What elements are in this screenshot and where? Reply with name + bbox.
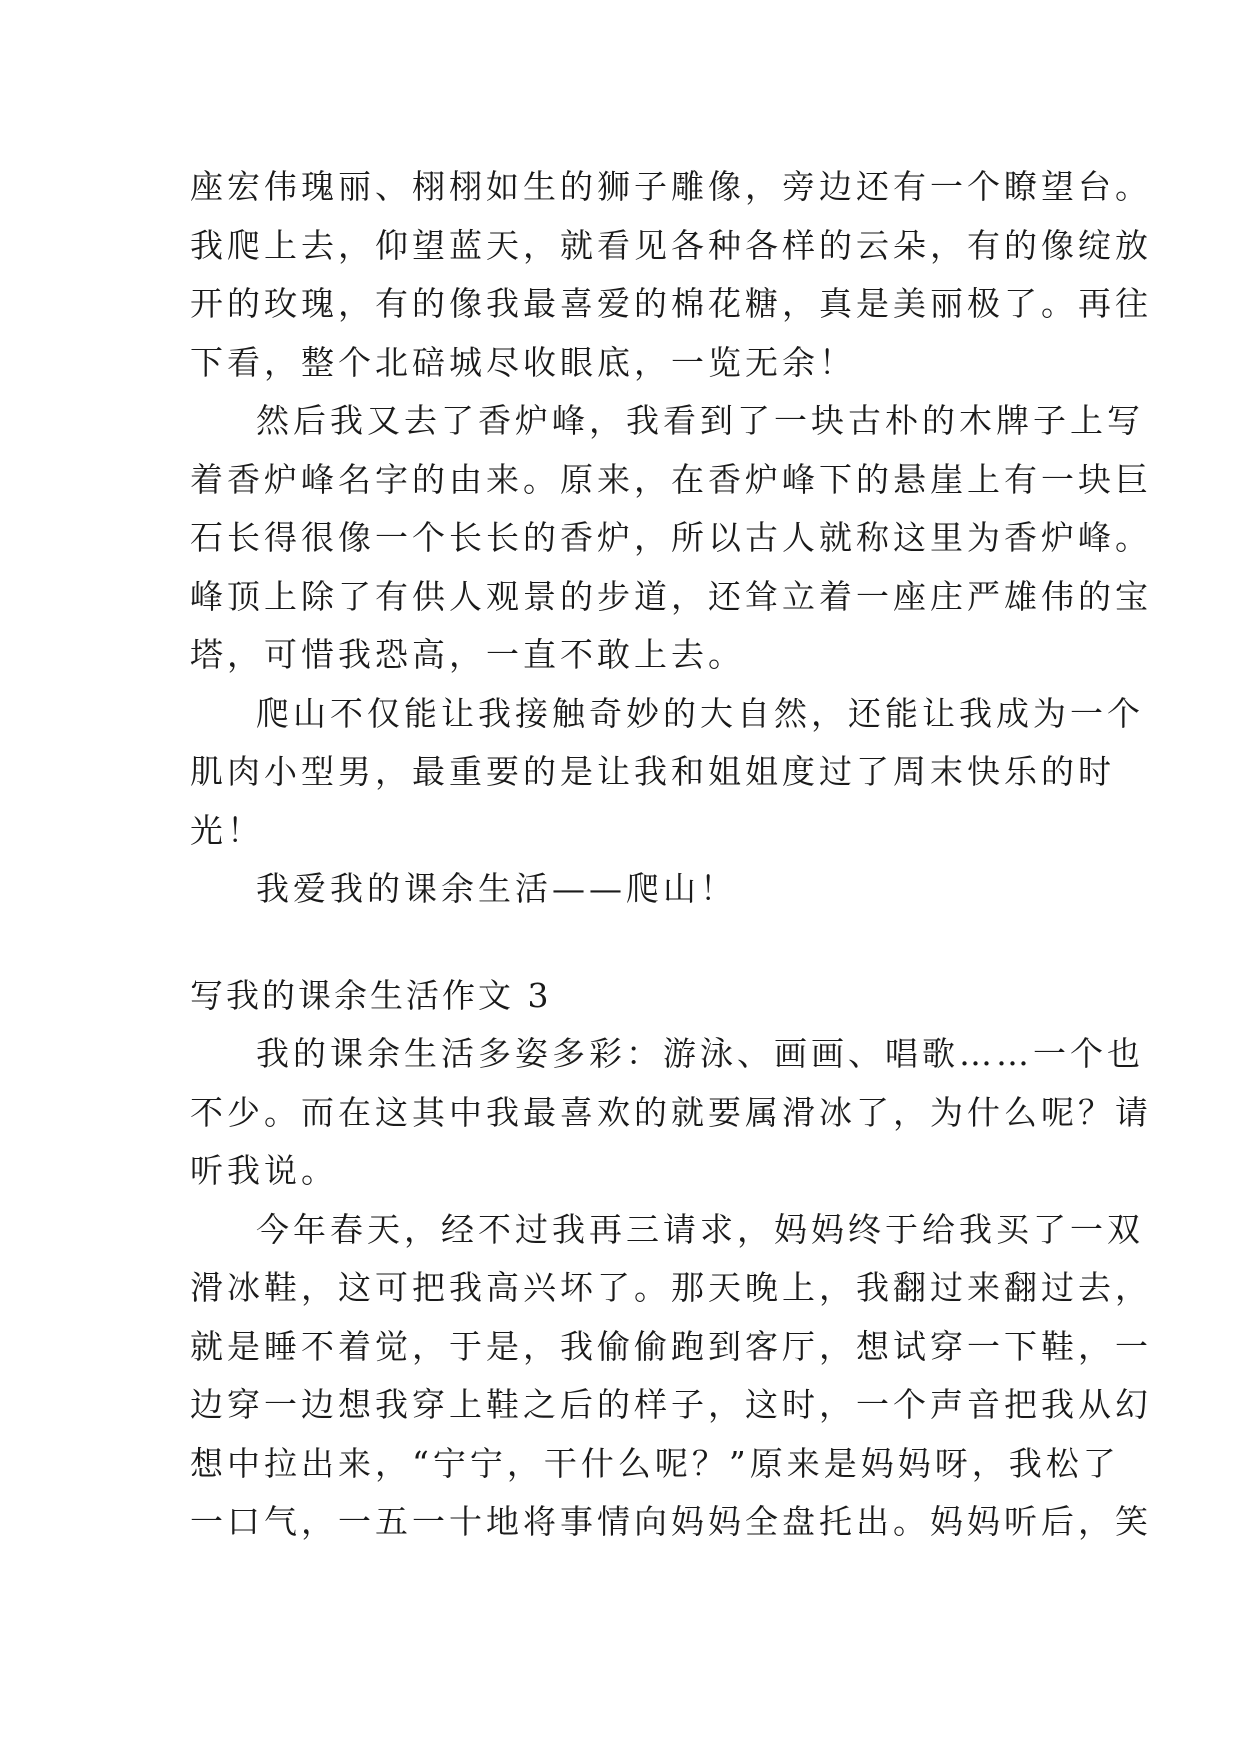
text-line: 今年春天，经不过我再三请求，妈妈终于给我买了一双 bbox=[256, 1209, 1144, 1249]
text-line: 峰顶上除了有供人观景的步道，还耸立着一座庄严雄伟的宝 bbox=[190, 576, 1152, 616]
text-line: 开的玫瑰，有的像我最喜爱的棉花糖，真是美丽极了。再往 bbox=[190, 284, 1152, 323]
document-body bbox=[190, 158, 1152, 1552]
text-line: 一口气，一五一十地将事情向妈妈全盘托出。妈妈听后，笑 bbox=[190, 1502, 1152, 1541]
paragraph bbox=[190, 158, 1152, 392]
text-line: 听我说。 bbox=[190, 1151, 338, 1190]
text-line: 不少。而在这其中我最喜欢的就要属滑冰了，为什么呢？请 bbox=[190, 1092, 1152, 1132]
text-line: 下看，整个北碚城尽收眼底，一览无余！ bbox=[190, 342, 856, 382]
section-spacer bbox=[190, 919, 1070, 967]
text-line: 塔，可惜我恐高，一直不敢上去。 bbox=[190, 635, 745, 674]
text-line: 肌肉小型男，最重要的是让我和姐姐度过了周末快乐的时 bbox=[190, 752, 1115, 791]
text-line: 光！ bbox=[190, 810, 264, 850]
text-line: 我的课余生活多姿多彩：游泳、画画、唱歌……一个也 bbox=[256, 1034, 1144, 1073]
text-line: 想中拉出来，“宁宁，干什么呢？”原来是妈妈呀，我松了 bbox=[190, 1443, 1120, 1483]
section-title: 写我的课余生活作文 3 bbox=[190, 975, 552, 1015]
text-line: 石长得很像一个长长的香炉，所以古人就称这里为香炉峰。 bbox=[190, 518, 1152, 557]
paragraph bbox=[190, 1025, 1152, 1201]
text-line: 爬山不仅能让我接触奇妙的大自然，还能让我成为一个 bbox=[256, 693, 1144, 733]
text-line: 边穿一边想我穿上鞋之后的样子，这时，一个声音把我从幻 bbox=[190, 1385, 1152, 1424]
text-line: 座宏伟瑰丽、栩栩如生的狮子雕像，旁边还有一个瞭望台。 bbox=[190, 167, 1152, 206]
text-line: 就是睡不着觉，于是，我偷偷跑到客厅，想试穿一下鞋，一 bbox=[190, 1326, 1152, 1366]
text-line: 我爱我的课余生活——爬山！ bbox=[256, 869, 737, 908]
text-line: 我爬上去，仰望蓝天，就看见各种各样的云朵，有的像绽放 bbox=[190, 225, 1152, 265]
paragraph bbox=[190, 685, 1144, 861]
text-line: 然后我又去了香炉峰，我看到了一块古朴的木牌子上写 bbox=[256, 401, 1144, 440]
paragraph bbox=[190, 392, 1152, 685]
text-line: 滑冰鞋，这可把我高兴坏了。那天晚上，我翻过来翻过去， bbox=[190, 1268, 1152, 1307]
paragraph bbox=[190, 860, 1070, 919]
paragraph bbox=[190, 1201, 1152, 1552]
text-line: 着香炉峰名字的由来。原来，在香炉峰下的悬崖上有一块巨 bbox=[190, 459, 1152, 499]
